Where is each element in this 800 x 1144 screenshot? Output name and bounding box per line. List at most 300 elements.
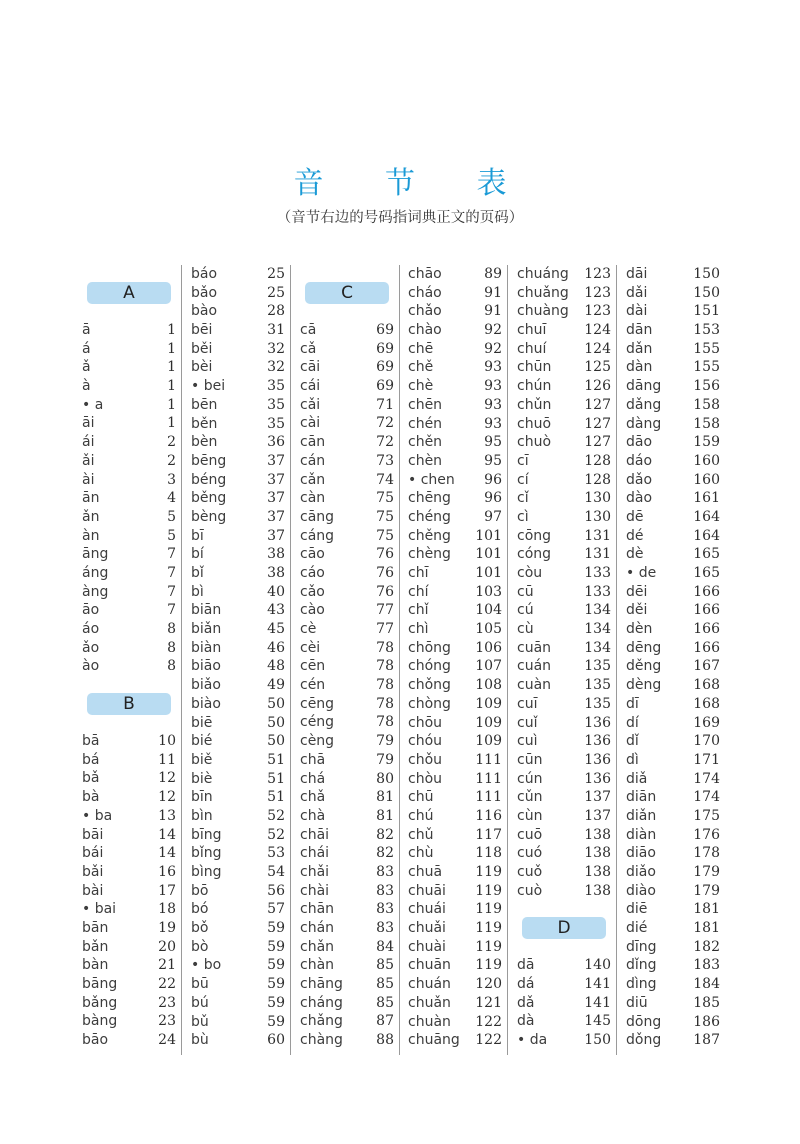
syllable-entry: [191, 900, 285, 919]
page-number: 20: [158, 938, 176, 955]
pinyin-syllable: càn: [300, 490, 326, 507]
pinyin-syllable: cuō: [517, 826, 543, 843]
page-number: 7: [167, 583, 176, 600]
page-number: 127: [584, 434, 611, 451]
page-number: 21: [158, 957, 176, 974]
page-number: 116: [475, 807, 502, 824]
syllable-entry: [191, 844, 285, 863]
syllable-entry: [300, 826, 394, 845]
page-number: 140: [584, 957, 611, 974]
syllable-entry: [517, 714, 611, 733]
syllable-entry: [408, 452, 502, 471]
pinyin-syllable: bǎn: [82, 938, 109, 955]
syllable-entry: [191, 396, 285, 415]
syllable-entry: [626, 919, 720, 938]
pinyin-syllable: dīng: [626, 938, 657, 955]
syllable-entry: [300, 788, 394, 807]
syllable-entry: [82, 956, 176, 975]
pinyin-syllable: bēng: [191, 452, 227, 469]
page-number: 57: [267, 901, 285, 918]
syllable-column-2: [191, 265, 285, 1050]
page-number: 12: [158, 770, 176, 787]
syllable-entry: [517, 321, 611, 340]
syllable-entry: [82, 340, 176, 359]
pinyin-syllable: chú: [408, 807, 434, 824]
syllable-entry: [191, 807, 285, 826]
page-number: 123: [584, 266, 611, 282]
pinyin-syllable: bào: [191, 303, 218, 320]
page-number: 78: [376, 658, 394, 675]
page-number: 183: [693, 957, 720, 974]
syllable-entry: [626, 882, 720, 901]
page-number: 93: [484, 378, 502, 395]
pinyin-syllable: ái: [82, 434, 95, 451]
page-number: 170: [693, 733, 720, 750]
syllable-entry: [626, 396, 720, 415]
pinyin-syllable: diān: [626, 789, 657, 806]
syllable-entry: [517, 826, 611, 845]
syllable-column-4: [408, 265, 502, 1050]
pinyin-syllable: cèng: [300, 733, 335, 750]
page-number: 83: [376, 863, 394, 880]
page-number: 23: [158, 1013, 176, 1030]
pinyin-syllable: cōng: [517, 527, 552, 544]
page-number: 69: [376, 340, 394, 357]
pinyin-syllable: chuán: [408, 976, 451, 993]
pinyin-syllable: chēng: [408, 490, 451, 507]
syllable-entry: [300, 564, 394, 583]
pinyin-syllable: chóu: [408, 733, 443, 750]
page-number: 32: [267, 340, 285, 357]
page-number: 2: [167, 434, 176, 451]
page-number: 117: [475, 826, 502, 843]
syllable-entry: [517, 601, 611, 620]
syllable-entry: [626, 956, 720, 975]
pinyin-syllable: á: [82, 340, 91, 357]
column-divider: [507, 265, 508, 1055]
page-number: 49: [267, 677, 285, 694]
syllable-entry: [517, 975, 611, 994]
pinyin-syllable: dǎi: [626, 284, 648, 301]
syllable-entry: [626, 844, 720, 863]
page-number: 161: [693, 490, 720, 507]
page-number: 7: [167, 564, 176, 581]
syllable-entry: [626, 938, 720, 957]
letter-section-header: [300, 265, 394, 321]
pinyin-syllable: • da: [517, 1032, 548, 1049]
pinyin-syllable: chè: [408, 378, 434, 395]
pinyin-syllable: ǎo: [82, 639, 100, 656]
syllable-entry: [300, 377, 394, 396]
pinyin-syllable: cuò: [517, 882, 543, 899]
pinyin-syllable: bǎo: [191, 284, 218, 301]
pinyin-syllable: chái: [300, 845, 330, 862]
syllable-entry: [82, 414, 176, 433]
syllable-entry: [517, 770, 611, 789]
syllable-entry: [626, 471, 720, 490]
pinyin-syllable: bù: [191, 1032, 209, 1049]
pinyin-syllable: chuā: [408, 864, 443, 880]
pinyin-syllable: bīng: [191, 826, 222, 843]
page-number: 150: [584, 1032, 611, 1049]
syllable-entry: [517, 863, 611, 882]
page-number: 75: [376, 508, 394, 525]
pinyin-syllable: bà: [82, 789, 100, 806]
pinyin-syllable: biàn: [191, 639, 222, 656]
pinyin-syllable: cài: [300, 415, 321, 432]
syllable-entry: [191, 788, 285, 807]
page-number: 131: [584, 527, 611, 544]
syllable-entry: [408, 1013, 502, 1032]
pinyin-syllable: chén: [408, 415, 443, 432]
syllable-entry: [517, 994, 611, 1013]
pinyin-syllable: cú: [517, 602, 534, 619]
syllable-entry: [191, 471, 285, 490]
page-number: 52: [267, 826, 285, 843]
syllable-entry: [626, 695, 720, 714]
page-number: 50: [267, 733, 285, 750]
pinyin-syllable: chān: [300, 901, 335, 918]
syllable-entry: [626, 452, 720, 471]
page-number: 32: [267, 359, 285, 376]
pinyin-syllable: ǎ: [82, 359, 91, 376]
pinyin-syllable: chūn: [517, 359, 552, 376]
pinyin-syllable: cǐ: [517, 490, 529, 507]
syllable-entry: [517, 1031, 611, 1050]
syllable-entry: [82, 583, 176, 602]
syllable-entry: [408, 620, 502, 639]
page-number: 164: [693, 527, 720, 544]
syllable-entry: [82, 807, 176, 826]
page-number: 8: [167, 658, 176, 675]
page-number: 93: [484, 396, 502, 413]
pinyin-syllable: chěn: [408, 434, 443, 451]
pinyin-syllable: āng: [82, 546, 109, 563]
syllable-entry: [191, 265, 285, 284]
pinyin-syllable: cóng: [517, 546, 552, 563]
syllable-entry: [517, 545, 611, 564]
syllable-entry: [517, 396, 611, 415]
syllable-entry: [300, 527, 394, 546]
page-number: 85: [376, 994, 394, 1011]
page-number: 174: [693, 770, 720, 787]
page-number: 119: [475, 882, 502, 899]
syllable-entry: [300, 1012, 394, 1031]
syllable-entry: [82, 938, 176, 957]
syllable-entry: [82, 863, 176, 882]
pinyin-syllable: cuī: [517, 695, 538, 712]
page-number: 17: [158, 882, 176, 899]
syllable-entry: [626, 1013, 720, 1032]
syllable-entry: [517, 751, 611, 770]
letter-section-header: [517, 900, 611, 956]
pinyin-syllable: bā: [82, 733, 100, 750]
pinyin-syllable: dèng: [626, 677, 662, 694]
column-divider: [181, 265, 182, 1055]
pinyin-syllable: dìng: [626, 976, 657, 993]
syllable-entry: [191, 751, 285, 770]
pinyin-syllable: cēng: [300, 695, 335, 712]
pinyin-syllable: dào: [626, 490, 653, 507]
pinyin-syllable: dǒng: [626, 1032, 662, 1049]
syllable-entry: [517, 433, 611, 452]
page-number: 151: [693, 303, 720, 320]
syllable-entry: [626, 601, 720, 620]
pinyin-syllable: bīn: [191, 789, 213, 806]
pinyin-syllable: cuān: [517, 639, 552, 656]
page-number: 59: [267, 957, 285, 974]
page-number: 165: [693, 546, 720, 563]
page-number: 18: [158, 901, 176, 918]
page-number: 166: [693, 583, 720, 600]
syllable-entry: [517, 471, 611, 490]
page-number: 12: [158, 789, 176, 806]
syllable-entry: [191, 620, 285, 639]
page-number: 126: [584, 378, 611, 395]
syllable-entry: [191, 433, 285, 452]
syllable-entry: [82, 489, 176, 508]
pinyin-syllable: chǒng: [408, 677, 451, 694]
pinyin-syllable: chóng: [408, 658, 451, 675]
syllable-entry: [300, 751, 394, 770]
syllable-entry: [626, 620, 720, 639]
pinyin-syllable: chuǎn: [408, 994, 451, 1011]
pinyin-syllable: dǐng: [626, 957, 657, 974]
page-number: 127: [584, 415, 611, 432]
page-number: 155: [693, 359, 720, 376]
syllable-entry: [408, 601, 502, 620]
page-number: 35: [267, 378, 285, 395]
page-number: 82: [376, 826, 394, 843]
pinyin-syllable: dèn: [626, 621, 653, 638]
syllable-entry: [626, 284, 720, 303]
syllable-entry: [626, 340, 720, 359]
pinyin-syllable: chǒu: [408, 751, 443, 768]
page-number: 168: [693, 695, 720, 712]
syllable-entry: [300, 657, 394, 676]
page-number: 3: [167, 471, 176, 488]
page-number: 1: [167, 415, 176, 432]
page-number: 59: [267, 976, 285, 993]
syllable-entry: [191, 956, 285, 975]
syllable-entry: [82, 751, 176, 770]
pinyin-syllable: cuàn: [517, 677, 552, 694]
syllable-entry: [626, 639, 720, 658]
syllable-entry: [626, 583, 720, 602]
pinyin-syllable: chá: [300, 770, 326, 787]
syllable-entry: [191, 975, 285, 994]
pinyin-syllable: chàn: [300, 957, 335, 974]
pinyin-syllable: běng: [191, 490, 227, 507]
pinyin-syllable: dāo: [626, 434, 653, 451]
page-number: 28: [267, 303, 285, 320]
page-number: 160: [693, 452, 720, 469]
pinyin-syllable: báo: [191, 266, 218, 282]
pinyin-syllable: chū: [408, 789, 434, 806]
page-number: 50: [267, 695, 285, 712]
syllable-entry: [191, 340, 285, 359]
syllable-entry: [82, 508, 176, 527]
syllable-entry: [191, 938, 285, 957]
pinyin-syllable: cǎi: [300, 396, 321, 413]
page-number: 25: [267, 266, 285, 282]
column-divider: [399, 265, 400, 1055]
syllable-entry: [82, 975, 176, 994]
syllable-entry: [408, 863, 502, 882]
page-number: 14: [158, 845, 176, 862]
syllable-entry: [626, 826, 720, 845]
pinyin-syllable: chòu: [408, 770, 443, 787]
page-number: 8: [167, 621, 176, 637]
page-number: 181: [693, 901, 720, 918]
pinyin-syllable: bò: [191, 938, 209, 955]
syllable-entry: [300, 994, 394, 1013]
syllable-entry: [626, 714, 720, 733]
syllable-entry: [626, 415, 720, 434]
syllable-entry: [517, 452, 611, 471]
syllable-entry: [191, 695, 285, 714]
syllable-entry: [300, 452, 394, 471]
page-number: 38: [267, 565, 285, 581]
syllable-entry: [191, 826, 285, 845]
syllable-entry: [300, 713, 394, 732]
page-number: 37: [267, 490, 285, 507]
page-number: 69: [376, 322, 394, 338]
syllable-entry: [300, 975, 394, 994]
pinyin-syllable: dǎng: [626, 396, 662, 413]
pinyin-syllable: chuái: [408, 901, 446, 918]
syllable-entry: [82, 788, 176, 807]
page-number: 76: [376, 546, 394, 563]
syllable-entry: [408, 714, 502, 733]
pinyin-syllable: chuāng: [408, 1032, 460, 1049]
syllable-entry: [408, 508, 502, 527]
page-number: 5: [167, 527, 176, 544]
syllable-entry: [408, 471, 502, 490]
pinyin-syllable: dài: [626, 303, 648, 320]
page-number: 136: [584, 714, 611, 731]
page-number: 81: [376, 807, 394, 824]
syllable-entry: [300, 732, 394, 751]
syllable-entry: [300, 882, 394, 901]
pinyin-syllable: céng: [300, 714, 335, 731]
pinyin-syllable: chòng: [408, 695, 451, 712]
page-number: 56: [267, 882, 285, 899]
syllable-entry: [82, 639, 176, 658]
page-number: 35: [267, 415, 285, 432]
page-number: 111: [475, 770, 502, 787]
syllable-entry: [300, 900, 394, 919]
page-number: 109: [475, 695, 502, 712]
pinyin-syllable: bìn: [191, 807, 213, 824]
pinyin-syllable: àn: [82, 527, 100, 544]
pinyin-syllable: bàng: [82, 1013, 118, 1030]
page-number: 31: [267, 322, 285, 339]
syllable-entry: [626, 265, 720, 284]
pinyin-syllable: áo: [82, 621, 100, 637]
syllable-column-3: [300, 265, 394, 1050]
page-number: 130: [584, 508, 611, 525]
syllable-entry: [517, 676, 611, 695]
page-number: 51: [267, 789, 285, 806]
page-number: 125: [584, 359, 611, 376]
syllable-entry: [408, 265, 502, 284]
page-number: 109: [475, 733, 502, 750]
page-number: 101: [475, 546, 502, 563]
page-number: 59: [267, 1013, 285, 1030]
pinyin-syllable: bū: [191, 976, 209, 993]
syllable-entry: [191, 1013, 285, 1032]
page-number: 135: [584, 695, 611, 712]
syllable-entry: [626, 489, 720, 508]
page-number: 153: [693, 322, 720, 339]
page-number: 40: [267, 583, 285, 600]
pinyin-syllable: bēi: [191, 322, 213, 339]
page-number: 5: [167, 508, 176, 525]
letter-badge: B: [87, 693, 171, 715]
page-number: 85: [376, 957, 394, 974]
page-number: 136: [584, 751, 611, 768]
page-number: 45: [267, 621, 285, 638]
page-number: 22: [158, 976, 176, 992]
pinyin-syllable: bǔ: [191, 1013, 209, 1030]
syllable-entry: [82, 377, 176, 396]
pinyin-syllable: cè: [300, 621, 317, 637]
pinyin-syllable: dēi: [626, 583, 648, 600]
syllable-entry: [626, 900, 720, 919]
syllable-entry: [408, 826, 502, 845]
syllable-entry: [300, 938, 394, 957]
syllable-entry: [408, 938, 502, 957]
pinyin-syllable: bāng: [82, 976, 118, 992]
syllable-entry: [191, 657, 285, 676]
syllable-entry: [626, 1031, 720, 1050]
page-number: 123: [584, 303, 611, 320]
pinyin-syllable: diǎn: [626, 807, 657, 824]
syllable-entry: [191, 714, 285, 733]
pinyin-syllable: cén: [300, 677, 326, 694]
pinyin-syllable: bèn: [191, 434, 218, 451]
pinyin-syllable: còu: [517, 565, 543, 581]
page-number: 136: [584, 770, 611, 787]
page-number: 1: [167, 396, 176, 413]
page-number: 119: [475, 938, 502, 955]
pinyin-syllable: ā: [82, 322, 91, 338]
pinyin-syllable: bǎi: [82, 863, 104, 880]
page-number: 106: [475, 639, 502, 656]
syllable-entry: [626, 564, 720, 583]
page-number: 97: [484, 508, 502, 525]
pinyin-syllable: chuí: [517, 340, 547, 357]
page-number: 73: [376, 452, 394, 469]
page-number: 133: [584, 565, 611, 581]
page-number: 166: [693, 621, 720, 638]
pinyin-syllable: cán: [300, 452, 326, 469]
syllable-entry: [300, 863, 394, 882]
letter-section-header: [82, 676, 176, 732]
syllable-entry: [300, 433, 394, 452]
pinyin-syllable: chě: [408, 359, 434, 376]
pinyin-syllable: chāng: [300, 976, 343, 993]
syllable-entry: [82, 919, 176, 938]
syllable-entry: [191, 545, 285, 564]
pinyin-syllable: àng: [82, 583, 109, 600]
page-number: 121: [475, 994, 502, 1011]
syllable-entry: [191, 1031, 285, 1050]
syllable-entry: [191, 415, 285, 434]
pinyin-syllable: bó: [191, 901, 209, 918]
syllable-entry: [82, 994, 176, 1013]
